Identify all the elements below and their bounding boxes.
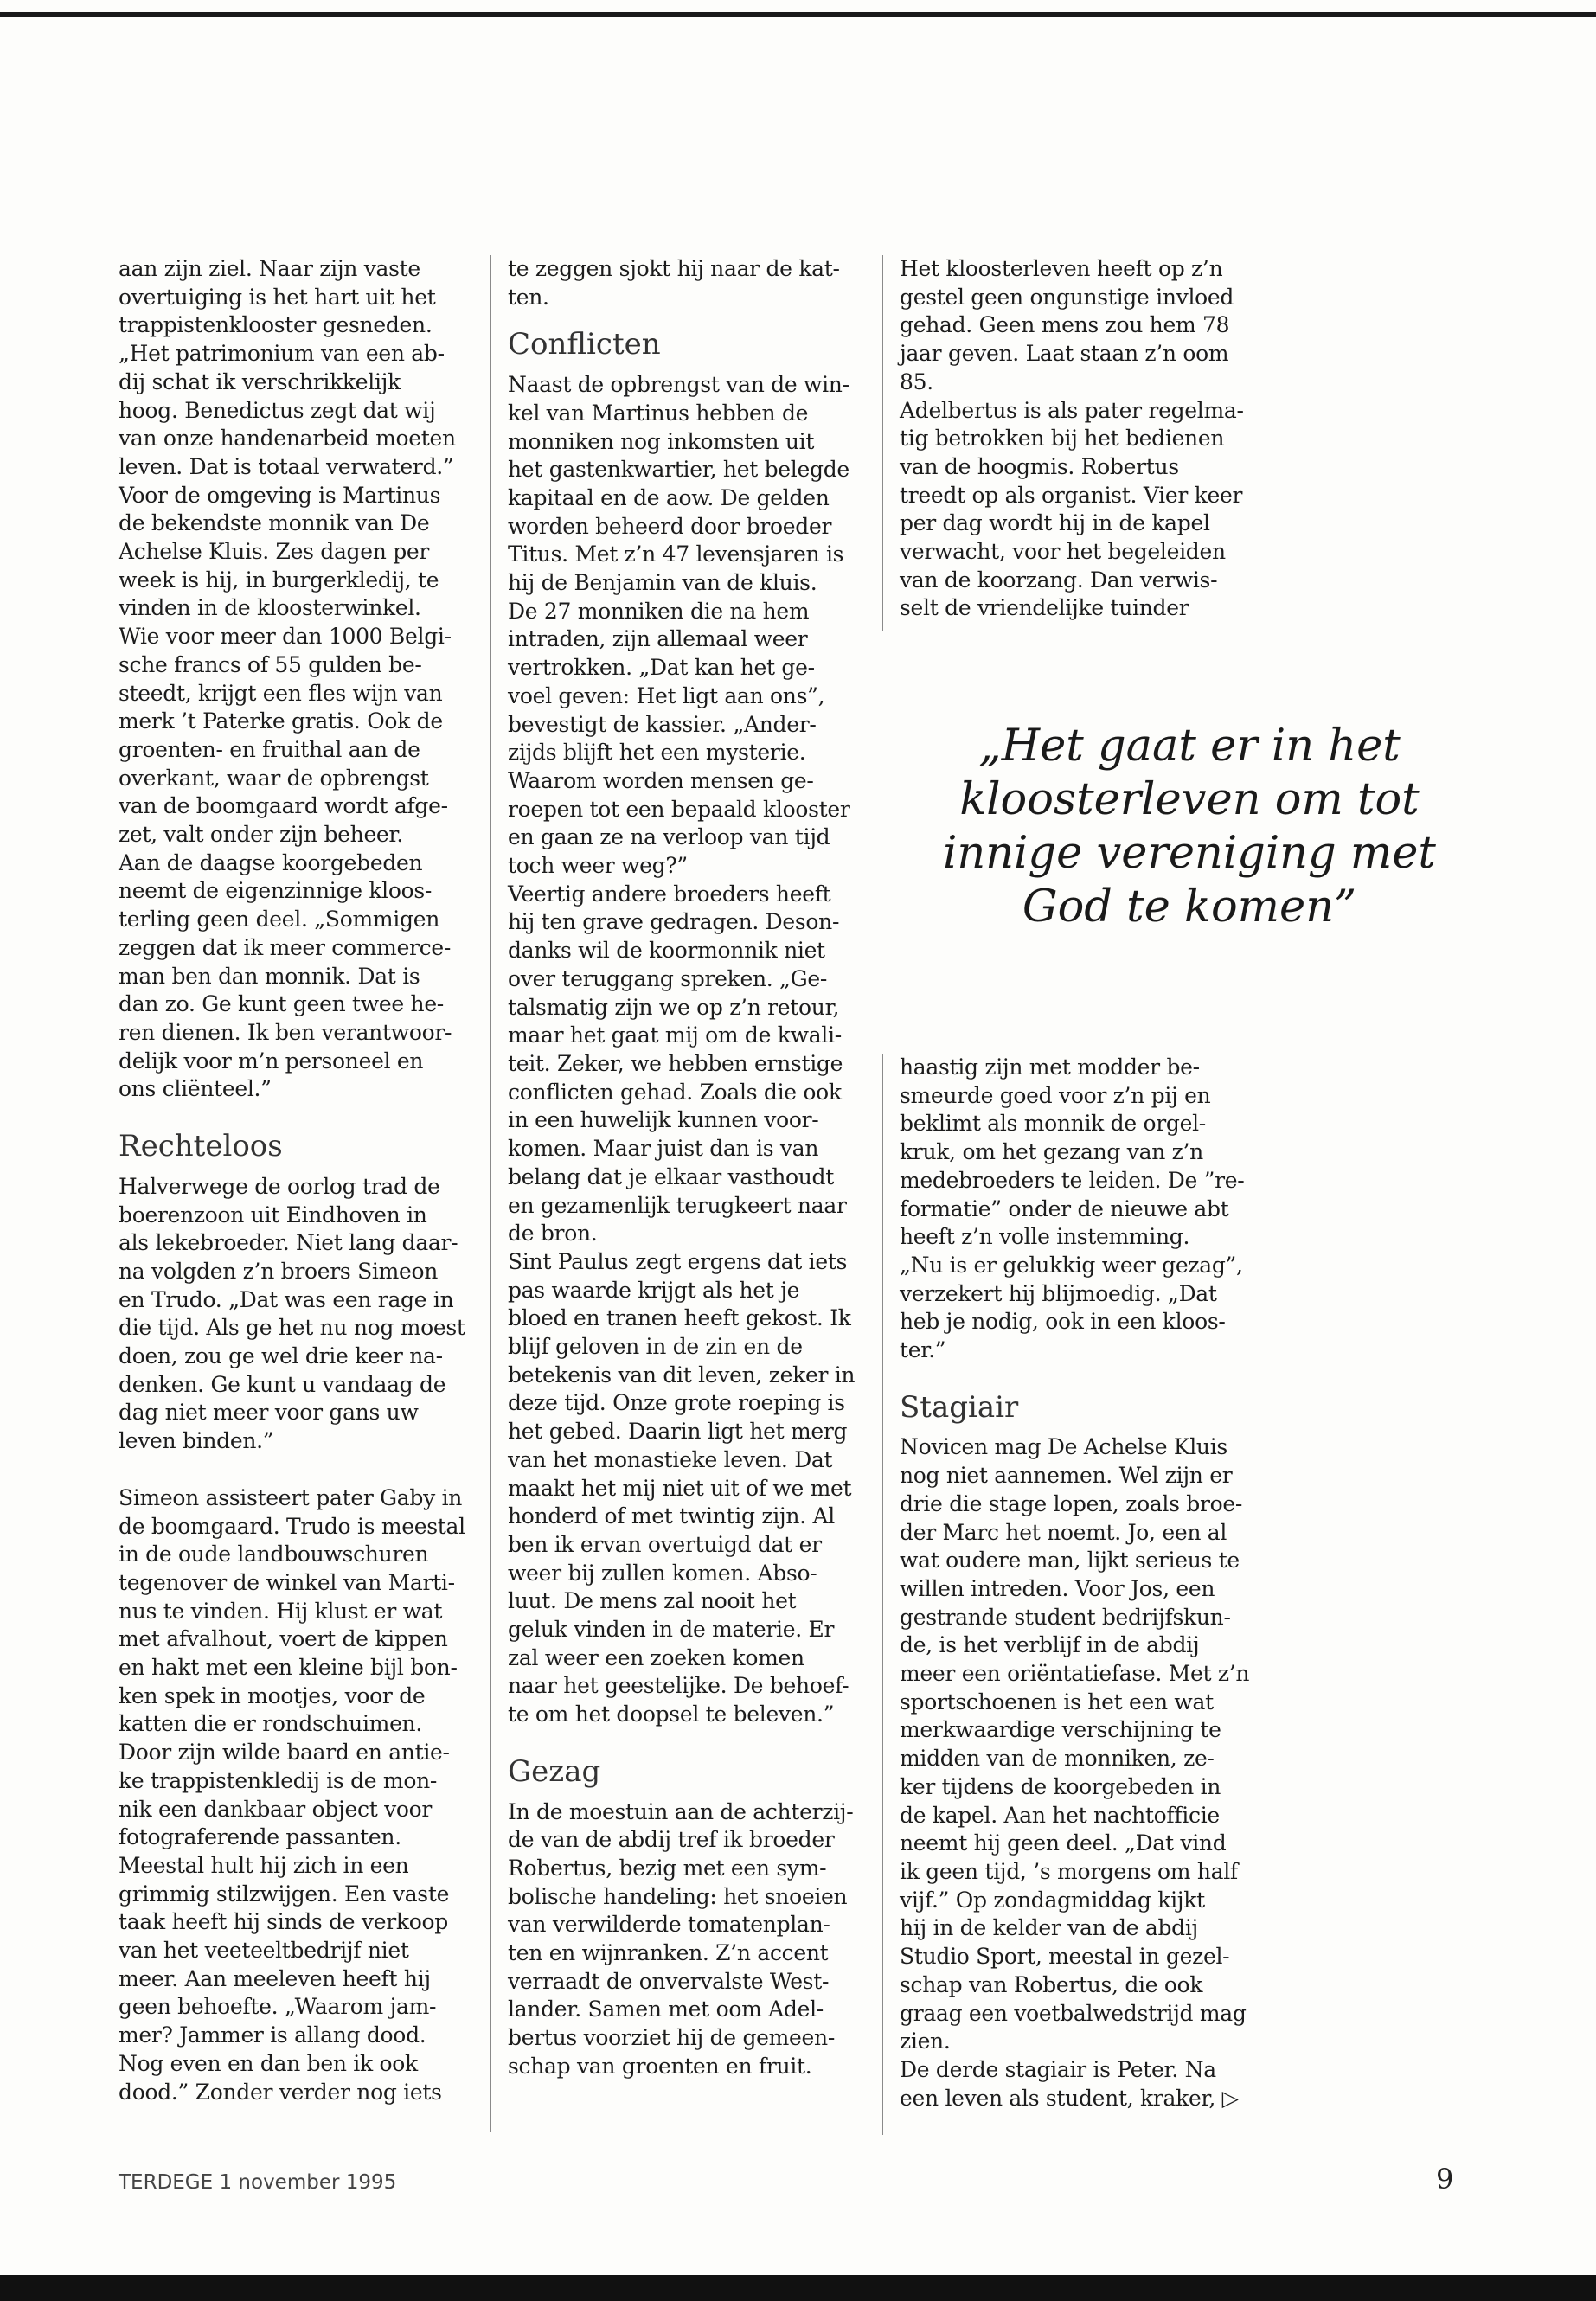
subheading-gezag: Gezag <box>508 1753 601 1789</box>
text-line: zal weer een zoeken komen <box>508 1644 804 1670</box>
text-line: ten. <box>508 284 549 310</box>
text-line: steedt, krijgt een fles wijn van <box>119 680 443 706</box>
text-line: beklimt als monnik de orgel- <box>900 1111 1206 1137</box>
text-line: Meestal hult hij zich in een <box>119 1852 409 1878</box>
text-line: leven. Dat is totaal verwaterd.” <box>119 453 454 479</box>
text-line: zijds blijft het een mysterie. <box>508 740 806 766</box>
text-line: maar het gaat mij om de kwali- <box>508 1022 842 1048</box>
text-line: belang dat je elkaar vasthoudt <box>508 1163 834 1189</box>
text-line: terling geen deel. „Sommigen <box>119 907 439 933</box>
text-line: ten en wijnranken. Z’n accent <box>508 1940 829 1966</box>
pull-quote <box>930 720 1449 934</box>
text-line: van de koorzang. Dan verwis- <box>900 567 1218 593</box>
text-line: delijk voor m’n personeel en <box>119 1048 424 1074</box>
text-line: tegenover de winkel van Marti- <box>119 1569 455 1595</box>
text-line: boerenzoon uit Eindhoven in <box>119 1202 427 1227</box>
text-line: nik een dankbaar object voor <box>119 1796 433 1822</box>
text-line: teit. Zeker, we hebben ernstige <box>508 1050 843 1076</box>
text-line: Adelbertus is als pater regelma- <box>900 397 1244 423</box>
col1-paragraph-a <box>119 255 465 1104</box>
text-line: merk ’t Paterke gratis. Ook de <box>119 708 443 734</box>
text-line: Studio Sport, meestal in gezel- <box>900 1944 1230 1970</box>
text-line: dag niet meer voor gans uw <box>119 1400 419 1426</box>
text-line: formatie” onder de nieuwe abt <box>900 1195 1229 1221</box>
text-line: In de moestuin aan de achterzij- <box>508 1798 854 1824</box>
text-line: haastig zijn met modder be- <box>900 1054 1200 1080</box>
text-line: en gaan ze na verloop van tijd <box>508 824 830 850</box>
text-line: van verwilderde tomatenplan- <box>508 1912 830 1938</box>
text-line: Novicen mag De Achelse Kluis <box>900 1434 1227 1460</box>
text-line: jaar geven. Laat staan z’n oom <box>900 341 1229 367</box>
col2-paragraph-a <box>508 255 871 311</box>
text-line: maakt het mij niet uit of we met <box>508 1475 852 1501</box>
text-line: de bron. <box>508 1221 598 1247</box>
text-line: hoog. Benedictus zegt dat wij <box>119 397 436 423</box>
text-line: per dag wordt hij in de kapel <box>900 510 1210 536</box>
text-line: der Marc het noemt. Jo, een al <box>900 1519 1227 1545</box>
text-line: hij de Benjamin van de kluis. <box>508 570 817 596</box>
text-line: bertus voorziet hij de gemeen- <box>508 2025 835 2051</box>
text-line: vinden in de kloosterwinkel. <box>119 595 421 621</box>
text-line: treedt op als organist. Vier keer <box>900 482 1243 508</box>
text-line: dood.” Zonder verder nog iets <box>119 2079 442 2105</box>
text-line: bolische handeling: het snoeien <box>508 1883 848 1909</box>
text-line: de bekendste monnik van De <box>119 510 430 536</box>
text-line: te om het doopsel te beleven.” <box>508 1702 835 1727</box>
text-line: schap van Robertus, die ook <box>900 1971 1203 1997</box>
text-line: kruk, om het gezang van z’n <box>900 1139 1203 1165</box>
text-line: katten die er rondschuimen. <box>119 1711 423 1737</box>
text-line: „Nu is er gelukkig weer gezag”, <box>900 1252 1243 1278</box>
text-line: danks wil de koormonnik niet <box>508 938 825 964</box>
text-line: nus te vinden. Hij klust er wat <box>119 1598 443 1624</box>
text-line: pas waarde krijgt als het je <box>508 1277 800 1303</box>
text-line: medebroeders te leiden. De ”re- <box>900 1167 1245 1193</box>
text-line: ken spek in mootjes, voor de <box>119 1682 426 1708</box>
text-line: verwacht, voor het begeleiden <box>900 539 1226 565</box>
subheading-stagiair: Stagiair <box>900 1389 1019 1425</box>
text-line: honderd of met twintig zijn. Al <box>508 1503 835 1529</box>
text-line: zien. <box>900 2029 951 2054</box>
text-line: luut. De mens zal nooit het <box>508 1588 797 1614</box>
text-line: zeggen dat ik meer commerce- <box>119 934 452 960</box>
text-line: „Het patrimonium van een ab- <box>119 341 445 367</box>
text-line: vijf.” Op zondagmiddag kijkt <box>900 1887 1205 1913</box>
text-line: Aan de daagse koorgebeden <box>119 849 423 875</box>
text-line: ren dienen. Ik ben verantwoor- <box>119 1019 452 1045</box>
column-3-lower <box>900 1054 1263 2112</box>
text-line: Nog even en dan ben ik ook <box>119 2050 418 2076</box>
text-line: De 27 monniken die na hem <box>508 598 810 624</box>
text-line: Robertus, bezig met een sym- <box>508 1855 827 1881</box>
text-line: voel geven: Het ligt aan ons”, <box>508 683 825 708</box>
text-line: toch weer weg?” <box>508 853 688 879</box>
text-line: ke trappistenkledij is de mon- <box>119 1767 438 1793</box>
bottom-border-rule <box>0 2275 1596 2301</box>
text-line: ik geen tijd, ’s morgens om half <box>900 1858 1238 1884</box>
text-line: van het monastieke leven. Dat <box>508 1446 833 1472</box>
text-line: wat oudere man, lijkt serieus te <box>900 1548 1240 1574</box>
text-line: Voor de omgeving is Martinus <box>119 482 441 508</box>
text-line: het gastenkwartier, het belegde <box>508 457 849 483</box>
text-line: ben ik ervan overtuigd dat er <box>508 1531 822 1557</box>
text-line: man ben dan monnik. Dat is <box>119 963 420 989</box>
text-line: de kapel. Aan het nachtofficie <box>900 1802 1220 1828</box>
text-line: een leven als student, kraker, ▷ <box>900 2085 1239 2111</box>
text-line: hij ten grave gedragen. Deson- <box>508 909 840 935</box>
text-line: talsmatig zijn we op z’n retour, <box>508 994 840 1020</box>
text-line: de, is het verblijf in de abdij <box>900 1632 1200 1658</box>
text-line: dij schat ik verschrikkelijk <box>119 369 401 394</box>
text-line: worden beheerd door broeder <box>508 513 832 539</box>
text-line: nog niet aannemen. Wel zijn er <box>900 1463 1233 1489</box>
text-line: als lekebroeder. Niet lang daar- <box>119 1230 458 1256</box>
text-line: De derde stagiair is Peter. Na <box>900 2056 1216 2082</box>
text-line: tig betrokken bij het bedienen <box>900 426 1225 452</box>
text-line: Halverwege de oorlog trad de <box>119 1173 440 1199</box>
text-line: hij in de kelder van de abdij <box>900 1915 1198 1941</box>
text-line: sportschoenen is het een wat <box>900 1689 1214 1715</box>
text-line: kloosterleven om tot <box>959 774 1420 825</box>
text-line: monniken nog inkomsten uit <box>508 428 815 454</box>
text-line: Veertig andere broeders heeft <box>508 881 831 907</box>
text-line: mer? Jammer is allang dood. <box>119 2022 426 2048</box>
text-line: van onze handenarbeid moeten <box>119 426 456 452</box>
text-line: blijf geloven in de zin en de <box>508 1334 803 1360</box>
text-line: fotograferende passanten. <box>119 1824 401 1850</box>
text-line: in een huwelijk kunnen voor- <box>508 1107 819 1133</box>
text-line: ons cliënteel.” <box>119 1076 272 1102</box>
text-line: bloed en tranen heeft gekost. Ik <box>508 1305 851 1331</box>
text-line: Sint Paulus zegt ergens dat iets <box>508 1248 848 1274</box>
text-line: dan zo. Ge kunt geen twee he- <box>119 991 444 1017</box>
footer-publication: TERDEGE 1 november 1995 <box>119 2171 397 2194</box>
text-line: schap van groenten en fruit. <box>508 2053 812 2079</box>
text-line: kapitaal en de aow. De gelden <box>508 484 830 510</box>
text-line: „Het gaat er in het <box>978 721 1401 772</box>
text-line: komen. Maar juist dan is van <box>508 1136 819 1162</box>
column-3-upper <box>900 255 1263 623</box>
text-line: van de hoogmis. Robertus <box>900 453 1179 479</box>
page-number: 9 <box>1436 2163 1454 2195</box>
text-line: geen behoefte. „Waarom jam- <box>119 1994 437 2020</box>
column-divider-2-lower <box>882 1054 883 2135</box>
col1-paragraph-c <box>119 1484 465 2106</box>
text-line: de boomgaard. Trudo is meestal <box>119 1513 465 1539</box>
text-line: graag een voetbalwedstrijd mag <box>900 2000 1247 2026</box>
text-line: met afvalhout, voert de kippen <box>119 1626 448 1652</box>
text-line: meer een oriëntatiefase. Met z’n <box>900 1661 1250 1687</box>
text-line: Waarom worden mensen ge- <box>508 767 814 793</box>
text-line: te zeggen sjokt hij naar de kat- <box>508 256 840 281</box>
text-line: in de oude landbouwschuren <box>119 1541 429 1567</box>
subheading-conflicten: Conflicten <box>508 327 661 362</box>
text-line: verzekert hij blijmoedig. „Dat <box>900 1280 1217 1306</box>
text-line: aan zijn ziel. Naar zijn vaste <box>119 256 420 281</box>
text-line: Wie voor meer dan 1000 Belgi- <box>119 624 452 650</box>
text-line: kel van Martinus hebben de <box>508 400 809 426</box>
text-line: overkant, waar de opbrengst <box>119 765 429 791</box>
text-line: 85. <box>900 369 933 394</box>
text-line: na volgden z’n broers Simeon <box>119 1258 439 1284</box>
col2-paragraph-b <box>508 371 871 1729</box>
text-line: en hakt met een kleine bijl bon- <box>119 1655 458 1681</box>
text-line: verraadt de onvervalste West- <box>508 1968 830 1994</box>
text-line: die tijd. Als ge het nu nog moest <box>119 1315 465 1341</box>
text-line: grimmig stilzwijgen. Een vaste <box>119 1881 450 1907</box>
text-line: gestrande student bedrijfskun- <box>900 1604 1231 1630</box>
text-line: Simeon assisteert pater Gaby in <box>119 1484 463 1510</box>
text-line: doen, zou ge wel drie keer na- <box>119 1343 443 1369</box>
text-line: van de boomgaard wordt afge- <box>119 793 448 819</box>
text-line: ker tijdens de koorgebeden in <box>900 1773 1221 1799</box>
text-line: intraden, zijn allemaal weer <box>508 626 808 652</box>
text-line: en gezamenlijk terugkeert naar <box>508 1192 847 1218</box>
text-line: drie die stage lopen, zoals broe- <box>900 1490 1243 1516</box>
text-line: God te komen” <box>1022 881 1357 933</box>
text-line: Het kloosterleven heeft op z’n <box>900 256 1223 281</box>
text-line: taak heeft hij sinds de verkoop <box>119 1909 448 1935</box>
text-line: lander. Samen met oom Adel- <box>508 1997 824 2022</box>
col1-paragraph-b <box>119 1173 465 1456</box>
text-line: over teruggang spreken. „Ge- <box>508 965 828 991</box>
text-line: conflicten gehad. Zoals die ook <box>508 1079 842 1105</box>
text-line: week is hij, in burgerkledij, te <box>119 567 439 593</box>
text-line: deze tijd. Onze grote roeping is <box>508 1390 845 1416</box>
text-line: innige vereniging met <box>943 828 1436 879</box>
text-line: Naast de opbrengst van de win- <box>508 372 849 398</box>
text-line: merkwaardige verschijning te <box>900 1717 1221 1743</box>
text-line: sche francs of 55 gulden be- <box>119 651 422 677</box>
col3-paragraph-b <box>900 1054 1263 1365</box>
text-line: gestel geen ongunstige invloed <box>900 284 1234 310</box>
text-line: gehad. Geen mens zou hem 78 <box>900 312 1230 338</box>
text-line: Achelse Kluis. Zes dagen per <box>119 539 430 565</box>
text-line: geluk vinden in de materie. Er <box>508 1617 835 1643</box>
subheading-rechteloos: Rechteloos <box>119 1129 283 1164</box>
column-2 <box>508 255 871 2081</box>
text-line: denken. Ge kunt u vandaag de <box>119 1371 446 1397</box>
text-line: selt de vriendelijke tuinder <box>900 595 1189 621</box>
text-line: Titus. Met z’n 47 levensjaren is <box>508 542 844 567</box>
text-line: betekenis van dit leven, zeker in <box>508 1362 856 1388</box>
col3-paragraph-c <box>900 1433 1263 2112</box>
text-line: weer bij zullen komen. Abso- <box>508 1560 817 1586</box>
text-line: neemt hij geen deel. „Dat vind <box>900 1830 1227 1856</box>
text-line: leven binden.” <box>119 1428 274 1454</box>
text-line: meer. Aan meeleven heeft hij <box>119 1965 431 1991</box>
text-line: overtuiging is het hart uit het <box>119 284 436 310</box>
text-line: heeft z’n volle instemming. <box>900 1224 1190 1250</box>
text-line: vertrokken. „Dat kan het ge- <box>508 655 815 681</box>
text-line: naar het geestelijke. De behoef- <box>508 1673 849 1699</box>
text-line: neemt de eigenzinnige kloos- <box>119 878 433 904</box>
text-line: trappistenklooster gesneden. <box>119 312 433 338</box>
text-line: groenten- en fruithal aan de <box>119 736 420 762</box>
text-line: bevestigt de kassier. „Ander- <box>508 711 817 737</box>
col2-paragraph-c <box>508 1798 871 2081</box>
text-line: heb je nodig, ook in een kloos- <box>900 1309 1226 1335</box>
column-1 <box>119 255 465 2106</box>
column-divider-2-upper <box>882 255 883 631</box>
text-line: Door zijn wilde baard en antie- <box>119 1740 450 1766</box>
text-line: willen intreden. Voor Jos, een <box>900 1575 1215 1601</box>
text-line: de van de abdij tref ik broeder <box>508 1827 835 1853</box>
text-line: van het veeteeltbedrijf niet <box>119 1938 409 1964</box>
text-line: en Trudo. „Dat was een rage in <box>119 1286 454 1312</box>
text-line: het gebed. Daarin ligt het merg <box>508 1419 848 1445</box>
top-border-rule <box>0 12 1596 17</box>
col3-paragraph-a <box>900 255 1263 623</box>
column-divider-1 <box>490 255 491 2132</box>
text-line: ter.” <box>900 1337 946 1363</box>
text-line: roepen tot een bepaald klooster <box>508 796 850 822</box>
text-line: smeurde goed voor z’n pij en <box>900 1082 1211 1108</box>
text-line: midden van de monniken, ze- <box>900 1746 1215 1772</box>
text-line: zet, valt onder zijn beheer. <box>119 822 403 848</box>
